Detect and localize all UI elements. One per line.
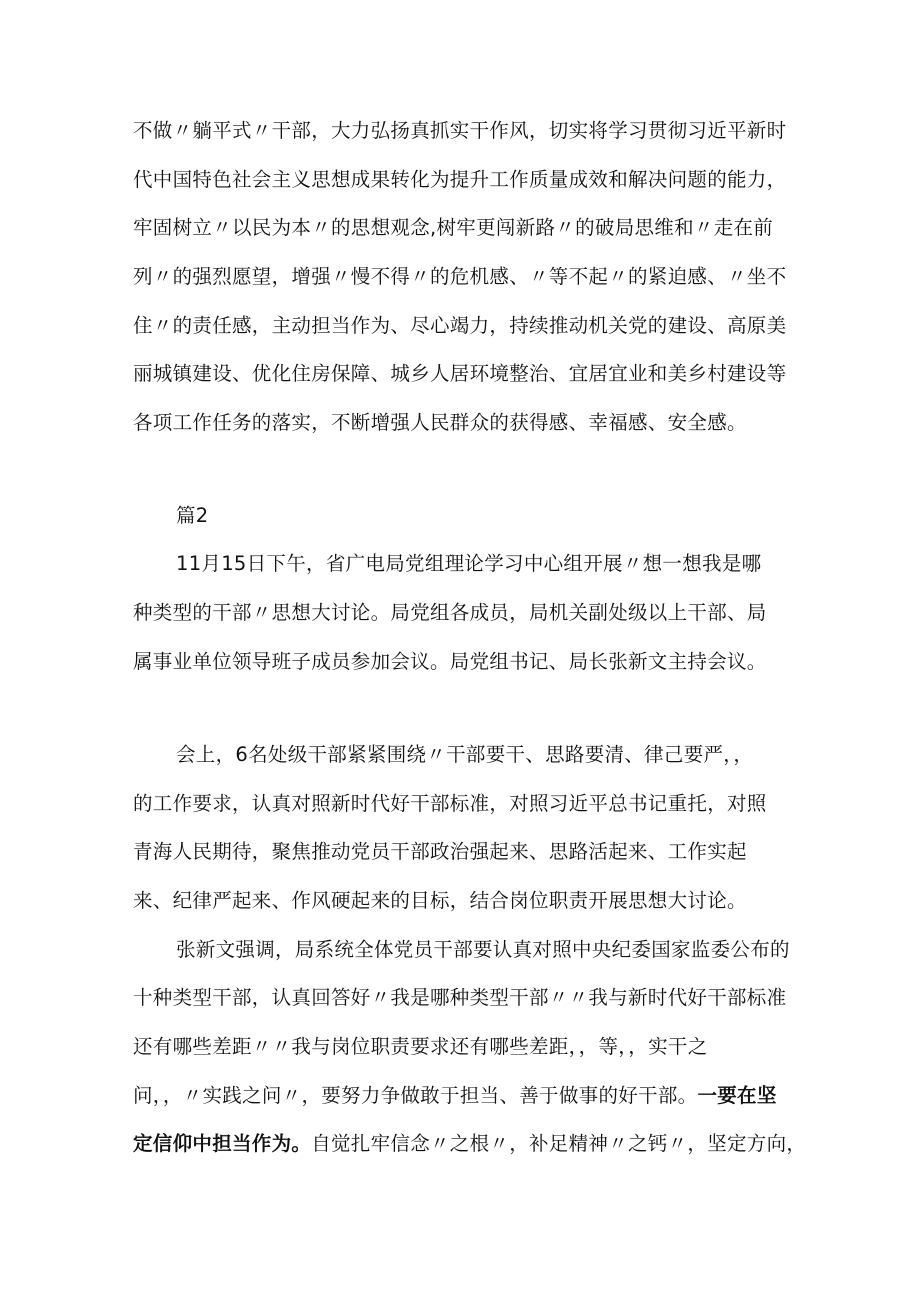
paragraph-4-line-4-text: 问，，〃实践之问〃，要努力争做敢于担当、善于做事的好干部。 — [133, 1084, 698, 1107]
paragraph-3-line-3: 青海人民期待，聚焦推动党员干部政治强起来、思路活起来、工作实起 — [133, 840, 747, 863]
paragraph-1-line-7: 各项工作任务的落实，不断增强人民群众的获得感、幸福感、安全感。 — [133, 411, 747, 434]
paragraph-1-line-5: 住〃的责任感，主动担当作为、尽心竭力，持续推动机关党的建设、高原美 — [133, 314, 787, 337]
paragraph-4-line-2: 十种类型干部，认真回答好〃我是哪种类型干部〃〃我与新时代好干部标准 — [133, 986, 787, 1009]
paragraph-4-line-4-bold-text: 一要在坚 — [697, 1084, 777, 1107]
paragraph-2-line-3: 属事业单位领导班子成员参加会议。局党组书记、局长张新文主持会议。 — [133, 650, 767, 673]
paragraph-1-line-2: 代中国特色社会主义思想成果转化为提升工作质量成效和解决问题的能力， — [133, 168, 787, 191]
paragraph-4-line-3: 还有哪些差距〃〃我与岗位职责要求还有哪些差距，，等，，实干之 — [133, 1035, 708, 1058]
paragraph-2-line-2: 种类型的干部〃思想大讨论。局党组各成员，局机关副处级以上干部、局 — [133, 601, 767, 624]
paragraph-1-line-1: 不做〃躺平式〃干部，大力弘扬真抓实干作风，切实将学习贯彻习近平新时 — [133, 119, 787, 142]
paragraph-4-line-1: 张新文强调，局系统全体党员干部要认真对照中央纪委国家监委公布的 — [176, 938, 790, 961]
paragraph-1-line-4: 列〃的强烈愿望，增强〃慢不得〃的危机感、〃等不起〃的紧迫感、〃坐不 — [133, 265, 787, 288]
paragraph-4-line-5-text: 自觉扎牢信念〃之根〃，补足精神〃之钙〃，坚定方向， — [311, 1132, 807, 1155]
paragraph-1-line-6: 丽城镇建设、优化住房保障、城乡人居环境整治、宜居宜业和美乡村建设等 — [133, 362, 787, 385]
paragraph-4-line-5-bold-text: 定信仰中担当作为。 — [133, 1132, 312, 1155]
paragraph-1-line-3: 牢固树立〃以民为本〃的思想观念,树牢更闯新路〃的破局思维和〃走在前 — [133, 216, 774, 239]
paragraph-3-line-1: 会上，6名处级干部紧紧围绕〃干部要干、思路要清、律己要严，， — [176, 743, 754, 766]
paragraph-4-line-4 — [133, 1083, 777, 1109]
paragraph-4-line-5 — [133, 1131, 806, 1157]
paragraph-3-line-2: 的工作要求，认真对照新时代好干部标准，对照习近平总书记重托，对照 — [133, 792, 767, 815]
paragraph-3-line-4: 来、纪律严起来、作风硬起来的目标，结合岗位职责开展思想大讨论。 — [133, 889, 747, 912]
section-heading: 篇2 — [176, 504, 209, 527]
paragraph-2-line-1: 11月15日下午，省广电局党组理论学习中心组开展〃想一想我是哪 — [176, 552, 762, 575]
